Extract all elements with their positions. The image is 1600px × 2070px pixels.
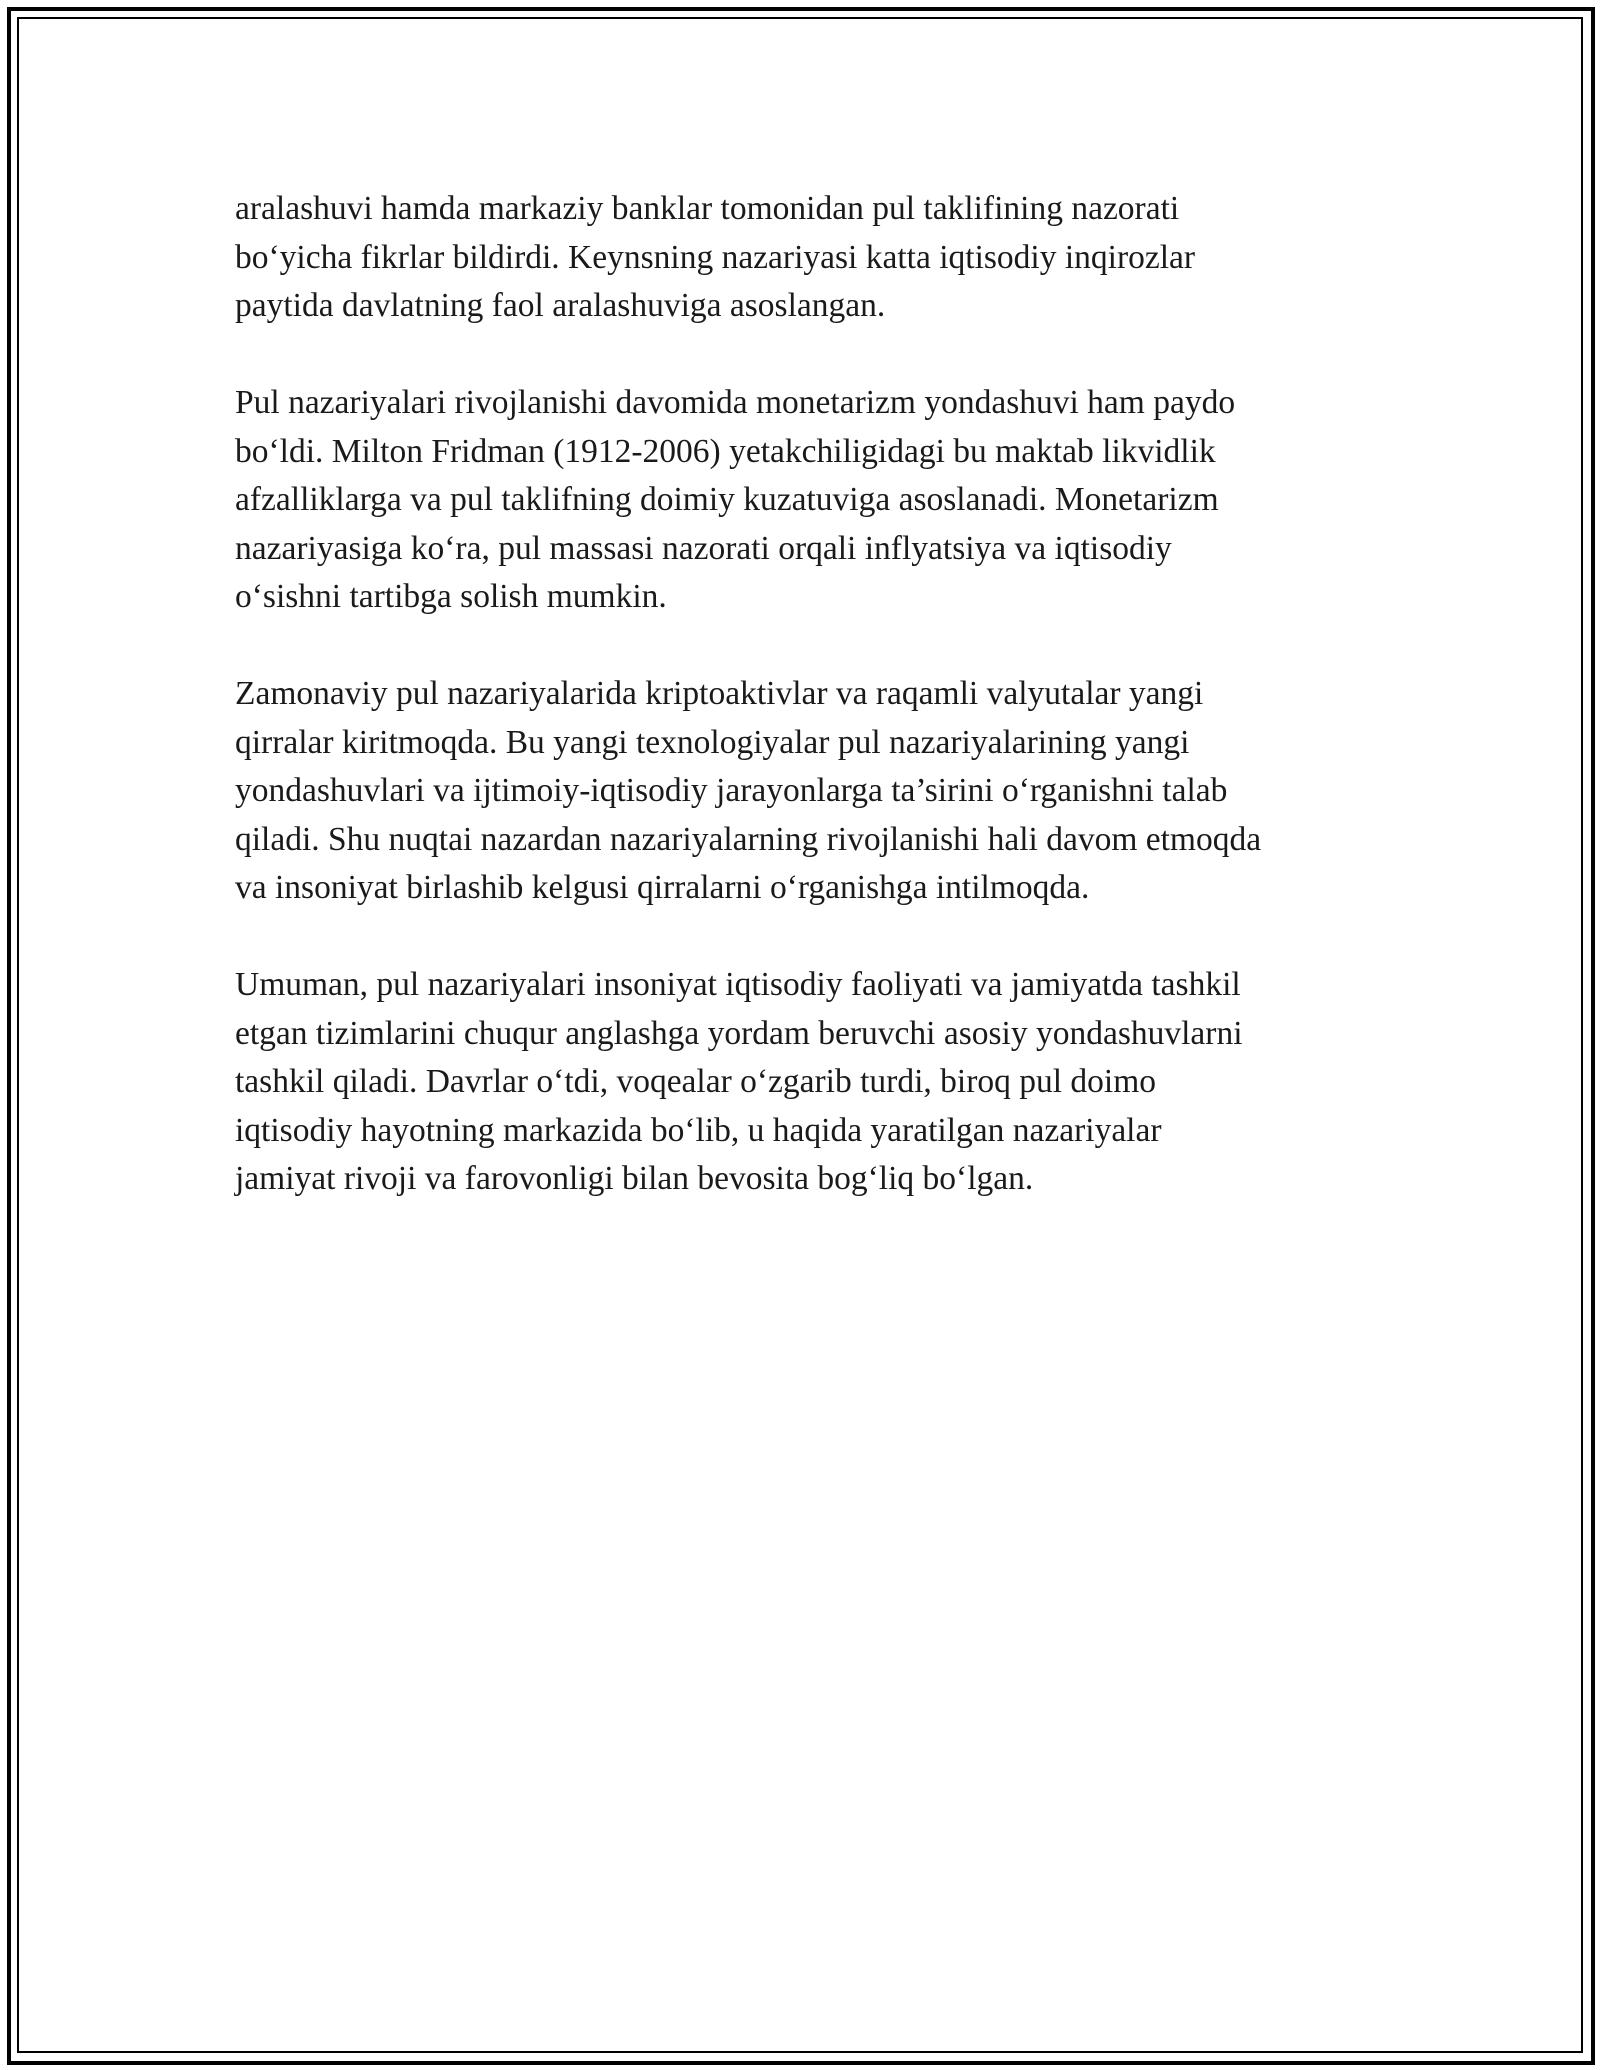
text-line: etgan tizimlarini chuqur anglashga yordam beruvchi asosiy yondashuvlarni — [235, 1014, 1243, 1052]
text-line: paytida davlatning faol aralashuviga asoslangan. — [235, 287, 886, 324]
text-line: va insoniyat birlashib kelgusi qirralarni o‘rganishga intilmoqda. — [235, 869, 1090, 906]
text-line: aralashuvi hamda markaziy banklar tomonidan pul taklifining nazorati — [235, 190, 1180, 227]
text-line: bo‘yicha fikrlar bildirdi. Keynsning nazariyasi katta iqtisodiy inqirozlar — [235, 238, 1196, 276]
text-line: jamiyat rivoji va farovonligi bilan bevosita bog‘liq bo‘lgan. — [235, 1160, 1034, 1197]
text-line: qiladi. Shu nuqtai nazardan nazariyalarning rivojlanishi hali davom etmoqda — [235, 820, 1262, 858]
paragraph-4 — [235, 961, 1375, 1204]
paragraph-1 — [235, 185, 1375, 331]
text-line: yondashuvlari va ijtimoiy-iqtisodiy jarayonlarga ta’sirini o‘rganishni talab — [235, 772, 1228, 809]
paragraph-2 — [235, 379, 1375, 622]
text-line: Zamonaviy pul nazariyalarida kriptoaktivlar va raqamli valyutalar yangi — [235, 675, 1204, 712]
text-line: qirralar kiritmoqda. Bu yangi texnologiyalar pul nazariyalarining yangi — [235, 723, 1190, 761]
text-line: afzalliklarga va pul taklifning doimiy kuzatuviga asoslanadi. Monetarizm — [235, 481, 1219, 518]
text-line: nazariyasiga ko‘ra, pul massasi nazorati orqali inflyatsiya va iqtisodiy — [235, 529, 1172, 567]
text-line: bo‘ldi. Milton Fridman (1912-2006) yetakchiligidagi bu maktab likvidlik — [235, 432, 1216, 470]
paragraph-3 — [235, 670, 1375, 913]
text-line: iqtisodiy hayotning markazida bo‘lib, u haqida yaratilgan nazariyalar — [235, 1111, 1162, 1149]
text-line: tashkil qiladi. Davrlar o‘tdi, voqealar o‘zgarib turdi, biroq pul doimo — [235, 1063, 1157, 1100]
document-body — [235, 185, 1375, 1252]
text-line: Pul nazariyalari rivojlanishi davomida monetarizm yondashuvi ham paydo — [235, 384, 1236, 421]
text-line: Umuman, pul nazariyalari insoniyat iqtisodiy faoliyati va jamiyatda tashkil — [235, 966, 1241, 1003]
text-line: o‘sishni tartibga solish mumkin. — [235, 578, 667, 615]
